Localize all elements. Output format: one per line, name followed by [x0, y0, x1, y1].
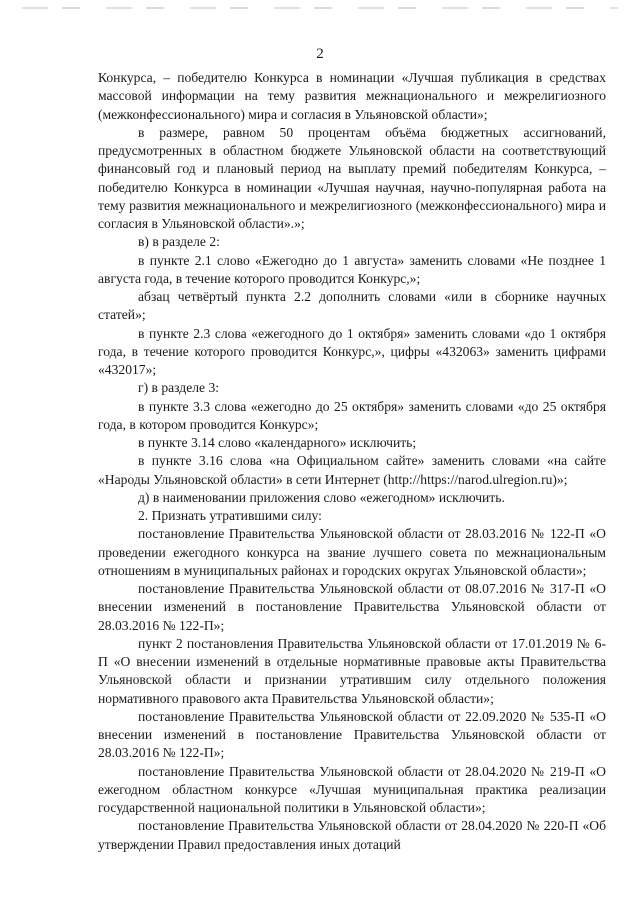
- paragraph: г) в разделе 3:: [138, 380, 220, 396]
- paragraph: в пункте 3.3 слова «ежегодно до 25 октября» заменить словами «до 25 октября года, в котором проводится Конкурс»;: [98, 398, 606, 432]
- scan-artifact-line: [22, 7, 618, 9]
- paragraph: в пункте 2.1 слово «Ежегодно до 1 августа» заменить словами «Не позднее 1 августа года, в течение которого проводится Конкурс,»;: [98, 252, 606, 286]
- paragraph: в пункте 3.16 слова «на Официальном сайте» заменить словами «на сайте «Народы Ульяновской области» в сети Интернет (http://https://narod.ulregion.ru)»;: [98, 453, 606, 487]
- paragraph: постановление Правительства Ульяновской области от 22.09.2020 № 535-П «О внесении изменений в постановление Правительства Ульяновской области от 28.03.2016 № 122-П»;: [98, 708, 606, 761]
- paragraph: постановление Правительства Ульяновской области от 28.03.2016 № 122-П «О проведении ежегодного конкурса на звание лучшего совета по межнациональным отношениям в муниципальных районах и городских округах Ульяновской области»;: [98, 526, 606, 578]
- paragraph: постановление Правительства Ульяновской области от 28.04.2020 № 220-П «Об утверждении Правил предоставления иных дотаций: [98, 818, 606, 852]
- paragraph: пункт 2 постановления Правительства Ульяновской области от 17.01.2019 № 6-П «О внесении изменений в отдельные нормативные правовые акты Правительства Ульяновской области и признании утратившим силу отдельного положения нормативного правового акта Правительства Ульяновской области»;: [98, 635, 606, 706]
- paragraph: постановление Правительства Ульяновской области от 28.04.2020 № 219-П «О ежегодном областном конкурсе «Лучшая муниципальная практика реализации государственной национальной политики в Ульяновской области»;: [98, 763, 606, 815]
- paragraph: постановление Правительства Ульяновской области от 08.07.2016 № 317-П «О внесении изменений в постановление Правительства Ульяновской области от 28.03.2016 № 122-П»;: [98, 581, 606, 633]
- document-body: [98, 69, 606, 854]
- paragraph: Конкурса, – победителю Конкурса в номинации «Лучшая публикация в средствах массовой информации на тему развития межнационального и межрелигиозного (межконфессионального) мира и согласия в Ульяновской области»;: [98, 70, 606, 122]
- paragraph: абзац четвёртый пункта 2.2 дополнить словами «или в сборнике научных статей»;: [98, 289, 606, 323]
- paragraph: в размере, равном 50 процентам объёма бюджетных ассигнований, предусмотренных в областном бюджете Ульяновской области на соответствующий финансовый год и плановый период на выплату премий победителям Конкурса, – победителю Конкурса в номинации «Лучшая научная, научно-популярная работа на тему развития межнационального и межрелигиозного (межконфессионального) мира и согласия в Ульяновской области».»;: [98, 124, 606, 231]
- paragraph: в пункте 2.3 слова «ежегодного до 1 октября» заменить словами «до 1 октября года, в течение которого проводится Конкурс,», цифры «432063» заменить цифрами «432017»;: [98, 325, 606, 377]
- page-number: 2: [316, 46, 324, 62]
- paragraph: д) в наименовании приложения слово «ежегодном» исключить.: [138, 489, 505, 505]
- paragraph: в пункте 3.14 слово «календарного» исключить;: [138, 435, 417, 450]
- paragraph: 2. Признать утратившими силу:: [138, 508, 322, 523]
- paragraph: в) в разделе 2:: [138, 234, 220, 250]
